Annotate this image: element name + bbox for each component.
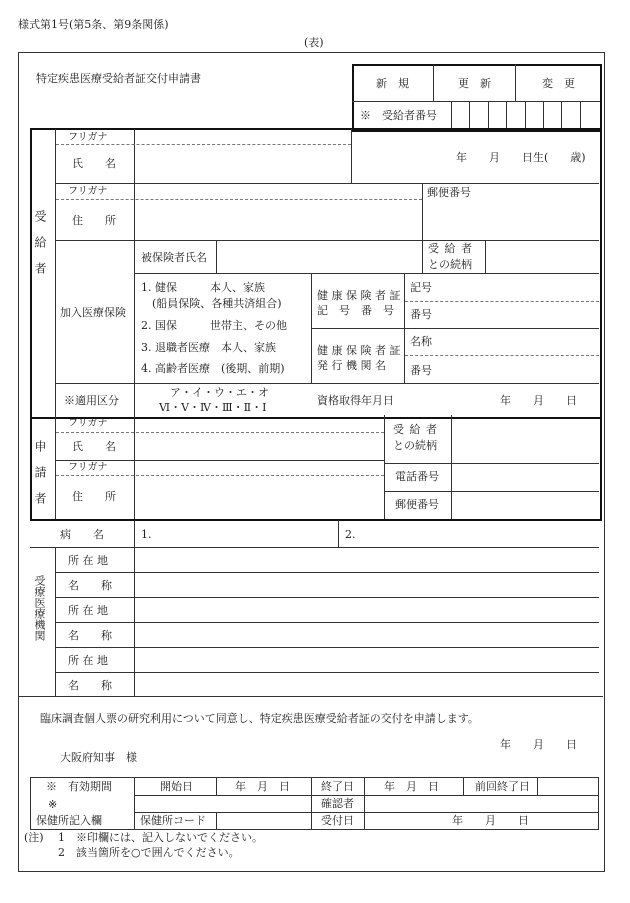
- applicant-phone-label: 電話番号: [395, 470, 439, 483]
- qualified-date-field[interactable]: 年 月 日: [500, 394, 577, 407]
- card-number-field[interactable]: [438, 302, 598, 327]
- card-number-label: 番号: [410, 308, 432, 321]
- category-label: ※適用区分: [64, 394, 119, 407]
- clinic-name-field-1[interactable]: [136, 573, 598, 596]
- recipient-address-furigana-label: フリガナ: [68, 186, 108, 197]
- form-title: 特定疾患医療受給者証交付申請書: [36, 72, 201, 85]
- clinic-name-field-2[interactable]: [136, 623, 598, 646]
- confirmer-label: 確認者: [321, 797, 354, 810]
- clinic-name-label-2: 名 称: [68, 629, 112, 642]
- clinic-address-label-2: 所 在 地: [68, 604, 108, 617]
- recipient-relation-label-2: との続柄: [428, 258, 472, 271]
- recipient-number-field[interactable]: [451, 102, 598, 128]
- end-date-label: 終了日: [321, 780, 354, 793]
- note-2: 2 該当箇所を○で囲んでください。: [58, 846, 240, 859]
- category-options-row1[interactable]: ア・イ・ウ・エ・オ: [170, 386, 269, 399]
- recipient-address-label: 住 所: [72, 214, 116, 227]
- addressee: 大阪府知事 様: [60, 751, 137, 764]
- type-new-option[interactable]: 新 規: [376, 77, 409, 90]
- insurance-option-2[interactable]: 2. 国保 世帯主、その他: [141, 319, 287, 332]
- validity-label: ※ 有効期間: [46, 780, 112, 793]
- insurance-card-no-label-2: 記 号 番 号: [317, 304, 394, 317]
- insurance-option-3[interactable]: 3. 退職者医療 本人、家族: [141, 341, 276, 354]
- recipient-relation-label-1: 受 給 者: [428, 242, 473, 255]
- recipient-address-field[interactable]: [136, 200, 421, 239]
- insurance-issuer-label-2: 発 行 機 関 名: [317, 359, 386, 372]
- office-mark: ※: [48, 798, 58, 811]
- applicant-phone-field[interactable]: [453, 464, 598, 490]
- issuer-number-label: 番号: [410, 364, 432, 377]
- clinic-address-field-3[interactable]: [136, 648, 598, 671]
- end-date-field[interactable]: 年 月 日: [384, 780, 439, 793]
- applicant-section-label: 申請者: [33, 440, 47, 518]
- issuer-number-field[interactable]: [438, 356, 598, 382]
- applicant-address-label: 住 所: [72, 490, 116, 503]
- issuer-name-label: 名称: [410, 335, 432, 348]
- applicant-address-field[interactable]: [136, 476, 383, 518]
- clinic-name-label-3: 名 称: [68, 679, 112, 692]
- office-code-label: 保健所コード: [140, 814, 206, 827]
- applicant-postal-label: 郵便番号: [395, 498, 439, 511]
- insurance-card-no-label-1: 健 康 保 険 者 証: [317, 289, 401, 302]
- card-symbol-label: 記号: [410, 281, 432, 294]
- recipient-birthdate[interactable]: 年 月 日生( 歳): [456, 151, 586, 164]
- insurance-label: 加入医療保険: [60, 306, 126, 319]
- office-entry-label: 保健所記入欄: [36, 814, 102, 827]
- recipient-name-label: 氏 名: [72, 157, 116, 170]
- disease-label: 病 名: [60, 528, 104, 541]
- insurance-option-4[interactable]: 4. 高齢者医療 (後期、前期): [141, 362, 285, 375]
- insured-name-field[interactable]: [218, 242, 421, 272]
- applicant-address-furigana-label: フリガナ: [68, 462, 108, 473]
- clinic-address-label-3: 所 在 地: [68, 654, 108, 667]
- issuer-name-field[interactable]: [438, 329, 598, 354]
- notes-label: (注): [24, 831, 44, 844]
- recipient-furigana-label: フリガナ: [68, 132, 108, 143]
- applicant-postal-field[interactable]: [453, 492, 598, 518]
- insurance-issuer-label-1: 健 康 保 険 者 証: [317, 344, 401, 357]
- clinic-address-field-2[interactable]: [136, 598, 598, 621]
- clinic-section-label: 受療医療機関: [33, 575, 46, 641]
- applicant-relation-label-1: 受 給 者: [393, 423, 438, 436]
- received-date-field[interactable]: 年 月 日: [452, 814, 529, 827]
- applicant-relation-label-2: との続柄: [393, 439, 437, 452]
- applicant-relation-field[interactable]: [453, 416, 598, 462]
- applicant-furigana-label: フリガナ: [68, 418, 108, 429]
- clinic-name-label-1: 名 称: [68, 579, 112, 592]
- insurance-option-1[interactable]: 1. 健保 本人、家族: [141, 281, 265, 294]
- category-options-row2[interactable]: Ⅵ・Ⅴ・Ⅳ・Ⅲ・Ⅱ・Ⅰ: [159, 401, 267, 414]
- disease-field-2[interactable]: 2.: [345, 528, 356, 541]
- recipient-section-label: 受給者: [33, 210, 47, 288]
- note-1: 1 ※印欄には、記入しないでください。: [58, 831, 263, 844]
- recipient-postal-label: 郵便番号: [427, 186, 471, 199]
- insured-name-label: 被保険者氏名: [141, 251, 207, 264]
- recipient-number-label: ※ 受給者番号: [360, 109, 437, 122]
- clinic-name-field-3[interactable]: [136, 673, 598, 695]
- received-date-label: 受付日: [321, 814, 354, 827]
- start-date-field[interactable]: 年 月 日: [235, 780, 290, 793]
- previous-end-label: 前回終了日: [475, 780, 530, 793]
- form-reference: 様式第1号(第5条、第9条関係): [18, 18, 169, 31]
- start-date-label: 開始日: [160, 780, 193, 793]
- consent-statement: 臨床調査個人票の研究利用について同意し、特定疾患医療受給者証の交付を申請します。: [40, 712, 479, 725]
- applicant-name-label: 氏 名: [72, 440, 116, 453]
- disease-field-1[interactable]: 1.: [141, 528, 152, 541]
- card-symbol-field[interactable]: [438, 274, 598, 300]
- clinic-address-field-1[interactable]: [136, 548, 598, 571]
- clinic-address-label-1: 所 在 地: [68, 554, 108, 567]
- type-renew-option[interactable]: 更 新: [458, 77, 491, 90]
- type-change-option[interactable]: 変 更: [542, 77, 575, 90]
- application-date[interactable]: 年 月 日: [500, 738, 577, 751]
- applicant-name-field[interactable]: [136, 433, 383, 459]
- recipient-name-field[interactable]: [136, 145, 350, 182]
- side-label: (表): [304, 36, 324, 49]
- insurance-option-1-sub: (船員保険、各種共済組合): [141, 297, 282, 310]
- qualified-date-label: 資格取得年月日: [317, 394, 394, 407]
- recipient-furigana-field[interactable]: [136, 130, 350, 144]
